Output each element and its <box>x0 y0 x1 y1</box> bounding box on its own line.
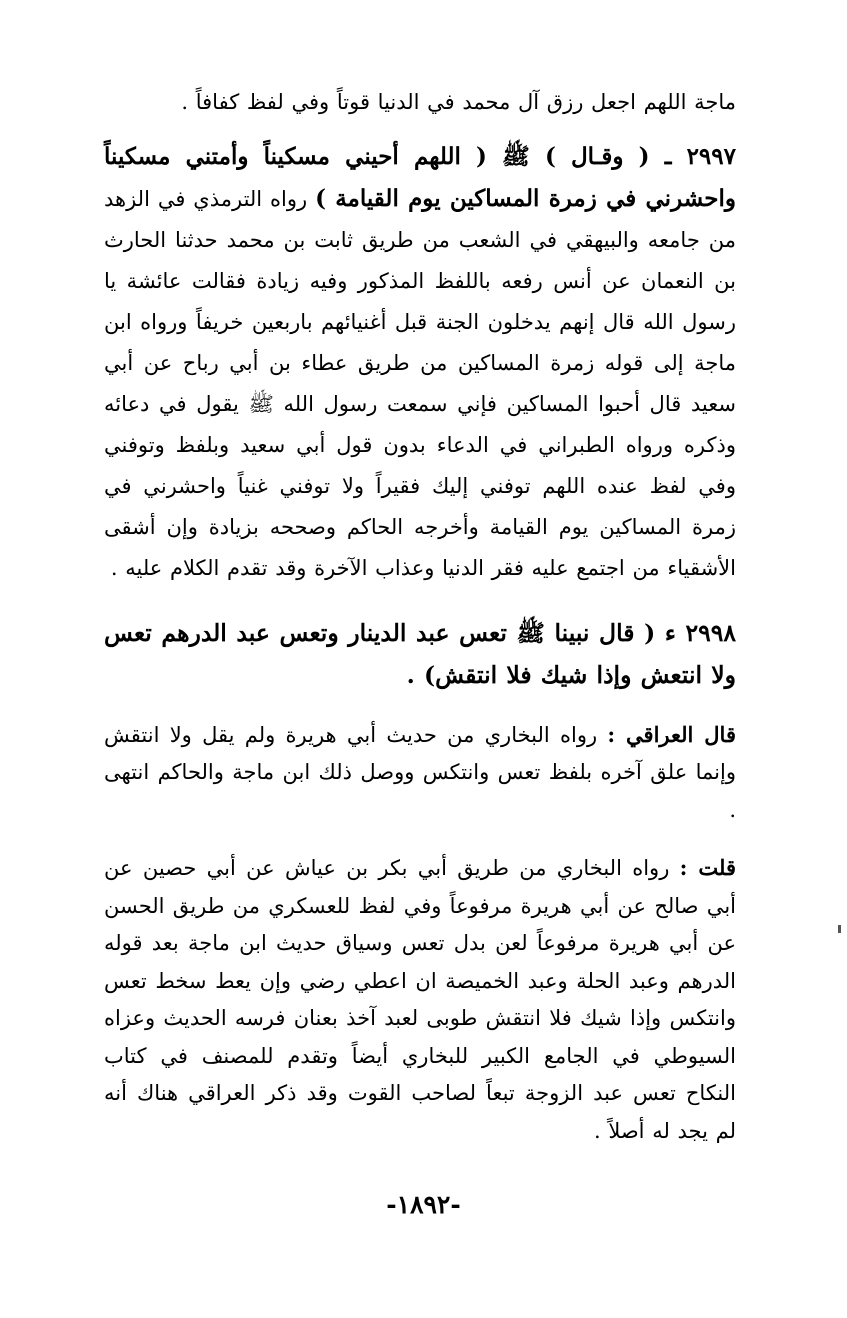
iraqi-label: قال العراقي : <box>607 721 736 747</box>
spacer <box>104 829 736 849</box>
document-body <box>104 84 736 1150</box>
spacer <box>104 122 736 136</box>
qultu-label: قلت : <box>679 855 736 880</box>
hadith-2997-commentary: جامعه والبيهقي في الشعب من طريق ثابت بن محمد حدثنا الحارث بن النعمان عن أنس رفعه باللفظ المذكور وفيه زيادة فقالت عائشة يا رسول الله قال إنهم يدخلون الجنة قبل أغنيائهم باربعين خريفاً ورواه ابن ماجة إلى قوله زمرة المساكين من طريق عطاء بن أبي رباح عن أبي سعيد قال أحبوا المساكين فإني سمعت رسول الله ﷺ يقول في دعائه وذكره ورواه الطبراني في الدعاء بدون قول أبي سعيد وبلفظ وتوفني وفي لفظ عنده اللهم توفني إليك فقيراً ولا توفني غنياً واحشرني في زمرة المساكين يوم القيامة وأخرجه الحاكم وصححه بزيادة وإن أشقى الأشقياء من اجتمع عليه فقر الدنيا وعذاب الآخرة وقد تقدم الكلام عليه . <box>104 227 736 580</box>
qultu-paragraph <box>104 849 736 1150</box>
spacer <box>104 696 736 716</box>
hadith-2997-heading: ٢٩٩٧ ـ ( وقـال ) ﷺ ( اللهم أحيني مسكيناً وأمتني مسكيناً <box>104 142 736 170</box>
qultu-text: رواه البخاري من طريق أبي بكر بن عياش عن أبي حصين عن أبي صالح عن أبي هريرة مرفوعاً وفي لفظ للعسكري من طريق الحسن عن أبي هريرة مرفوعاً لعن بدل تعس وسياق حديث ابن ماجة بعد قوله الدرهم وعبد الحلة وعبد الخميصة ان اعطي رضي وإن يعط سخط تعس وانتكس وإذا شيك فلا انتقش طوبى لعبد آخذ بعنان فرسه الحديث وعزاه السيوطي في الجامع الكبير للبخاري أيضاً وتقدم للمصنف في كتاب النكاح تعس عبد الزوجة تبعاً لصاحب القوت وقد ذكر العراقي هناك أنه لم يجد له أصلاً . <box>104 856 737 1143</box>
hadith-2997 <box>104 136 736 589</box>
hadith-2998-heading: ٢٩٩٨ ء ( قال نبينا ﷺ تعس عبد الدينار وتعس عبد الدرهم تعس ولا انتعش وإذا شيك فلا انتقش) . <box>104 618 736 689</box>
iraqi-paragraph <box>104 716 736 830</box>
text-line-top: ماجة اللهم اجعل رزق آل محمد في الدنيا قوتاً وفي لفظ كفافاً . <box>181 90 736 114</box>
hadith-2997-commentary-start: رواه الترمذي في الزهد من <box>104 186 736 252</box>
hadith-2997-heading-cont: واحشرني في زمرة المساكين يوم القيامة ) <box>315 184 736 212</box>
spacer <box>104 589 736 612</box>
page-number: -١٨٩٢- <box>386 1190 461 1219</box>
iraqi-text: رواه البخاري من حديث أبي هريرة ولم يقل ولا انتقش وإنما علق آخره بلفظ تعس وانتكس ووصل ذلك ابن ماجة والحاكم انتهى . <box>104 722 736 822</box>
margin-mark <box>838 925 841 933</box>
